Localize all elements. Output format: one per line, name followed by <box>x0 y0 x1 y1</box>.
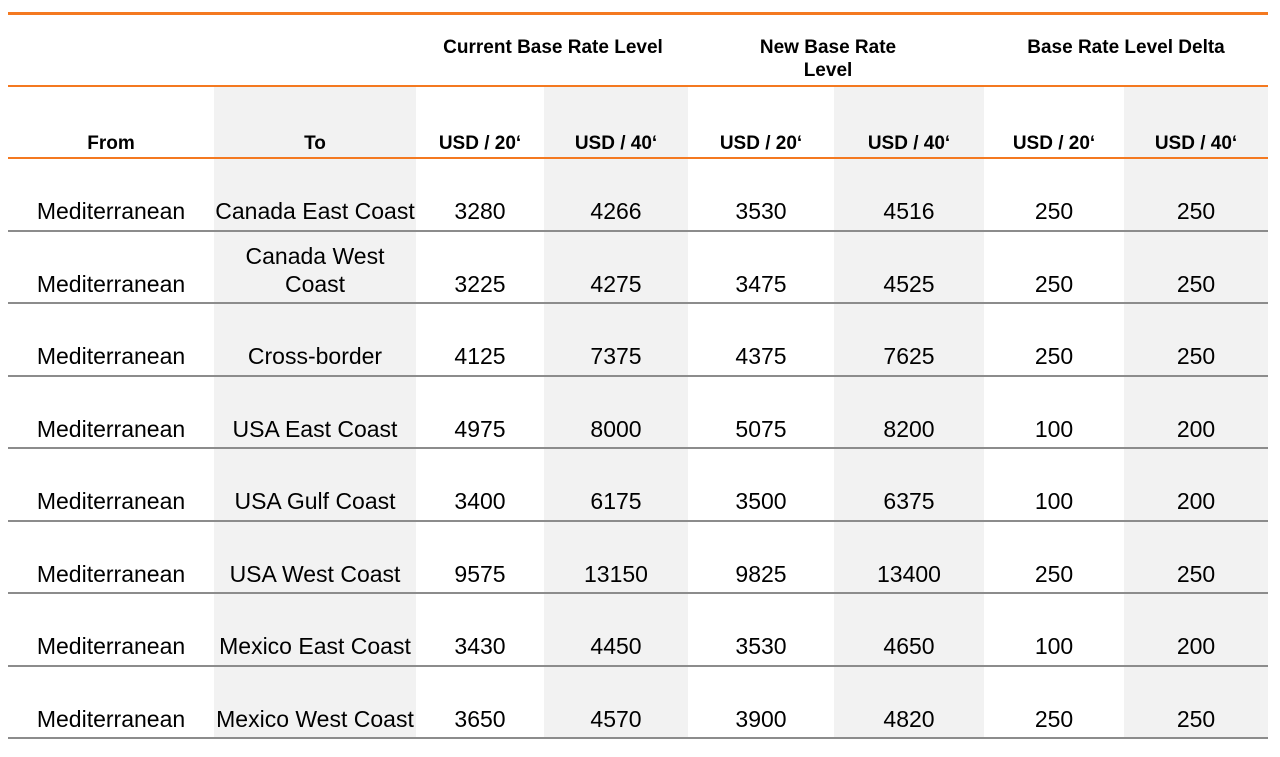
cell-delta-20: 100 <box>1034 633 1074 659</box>
table-row <box>8 304 1268 376</box>
group-header-current: Current Base Rate Level <box>443 37 663 58</box>
row-rule <box>8 737 1268 739</box>
group-header-new: New Base Rate Level <box>759 37 897 81</box>
cell-from: Mediterranean <box>36 705 186 732</box>
cell-delta-40: 200 <box>1176 415 1216 442</box>
cell-delta-20: 250 <box>1034 560 1074 587</box>
table-row <box>8 449 1268 521</box>
cell-current-20: 3400 <box>454 488 506 514</box>
cell-from: Mediterranean <box>36 270 186 297</box>
cell-current-20: 3430 <box>454 633 506 659</box>
cell-delta-20: 250 <box>1034 270 1074 297</box>
cell-new-20: 5075 <box>735 415 787 442</box>
table-row <box>8 159 1268 231</box>
cell-to: Canada West Coast <box>245 242 385 297</box>
header-rule <box>8 85 1268 87</box>
cell-new-40: 4820 <box>883 705 935 732</box>
cell-to: USA West Coast <box>229 560 401 587</box>
column-header-current-20: USD / 20‘ <box>438 133 522 154</box>
cell-delta-40: 200 <box>1176 488 1216 514</box>
cell-to: Canada East Coast <box>215 198 415 224</box>
cell-to: Mexico East Coast <box>219 633 411 659</box>
cell-new-40: 6375 <box>883 488 935 514</box>
top-rule <box>8 12 1268 15</box>
column-header-new-40: USD / 40‘ <box>867 133 951 154</box>
cell-from: Mediterranean <box>36 488 186 514</box>
column-header-to: To <box>304 133 326 154</box>
cell-delta-20: 250 <box>1034 198 1074 224</box>
cell-new-40: 7625 <box>883 343 935 369</box>
cell-current-40: 6175 <box>590 488 642 514</box>
cell-new-20: 3475 <box>735 270 787 297</box>
column-header-current-40: USD / 40‘ <box>574 133 658 154</box>
cell-from: Mediterranean <box>36 633 186 659</box>
cell-current-40: 7375 <box>590 343 642 369</box>
cell-current-40: 4570 <box>590 705 642 732</box>
cell-to: USA Gulf Coast <box>234 488 396 514</box>
cell-to: Mexico West Coast <box>216 705 414 732</box>
cell-current-20: 4975 <box>454 415 506 442</box>
column-header-delta-20: USD / 20‘ <box>1012 133 1096 154</box>
cell-current-40: 13150 <box>584 560 648 587</box>
cell-current-20: 4125 <box>454 343 506 369</box>
column-header-delta-40: USD / 40‘ <box>1154 133 1238 154</box>
cell-delta-20: 100 <box>1034 488 1074 514</box>
cell-current-40: 8000 <box>590 415 642 442</box>
cell-new-20: 3530 <box>735 633 787 659</box>
cell-to: USA East Coast <box>232 415 398 442</box>
cell-delta-40: 200 <box>1176 633 1216 659</box>
cell-new-40: 4516 <box>883 198 935 224</box>
cell-current-20: 9575 <box>454 560 506 587</box>
cell-new-20: 9825 <box>735 560 787 587</box>
table-row <box>8 594 1268 666</box>
cell-from: Mediterranean <box>36 415 186 442</box>
cell-new-20: 3530 <box>735 198 787 224</box>
cell-new-40: 13400 <box>877 560 941 587</box>
cell-current-40: 4450 <box>590 633 642 659</box>
cell-delta-20: 250 <box>1034 705 1074 732</box>
cell-new-40: 4525 <box>883 270 935 297</box>
rate-table <box>8 0 1268 757</box>
table-row <box>8 377 1268 449</box>
cell-new-40: 4650 <box>883 633 935 659</box>
table-row <box>8 522 1268 594</box>
group-header-delta: Base Rate Level Delta <box>1027 37 1225 58</box>
cell-to: Cross-border <box>247 343 383 369</box>
cell-delta-40: 250 <box>1176 343 1216 369</box>
cell-delta-40: 250 <box>1176 270 1216 297</box>
column-header-from: From <box>87 133 135 154</box>
column-header-new-20: USD / 20‘ <box>719 133 803 154</box>
cell-from: Mediterranean <box>36 198 186 224</box>
cell-current-40: 4275 <box>590 270 642 297</box>
cell-current-20: 3225 <box>454 270 506 297</box>
cell-delta-40: 250 <box>1176 198 1216 224</box>
cell-delta-20: 100 <box>1034 415 1074 442</box>
cell-current-20: 3280 <box>454 198 506 224</box>
cell-delta-40: 250 <box>1176 705 1216 732</box>
cell-new-20: 3500 <box>735 488 787 514</box>
table-row <box>8 232 1268 304</box>
cell-from: Mediterranean <box>36 560 186 587</box>
cell-current-40: 4266 <box>590 198 642 224</box>
cell-new-20: 4375 <box>735 343 787 369</box>
cell-from: Mediterranean <box>36 343 186 369</box>
cell-new-20: 3900 <box>735 705 787 732</box>
cell-current-20: 3650 <box>454 705 506 732</box>
cell-delta-20: 250 <box>1034 343 1074 369</box>
table-row <box>8 667 1268 739</box>
cell-new-40: 8200 <box>883 415 935 442</box>
cell-delta-40: 250 <box>1176 560 1216 587</box>
